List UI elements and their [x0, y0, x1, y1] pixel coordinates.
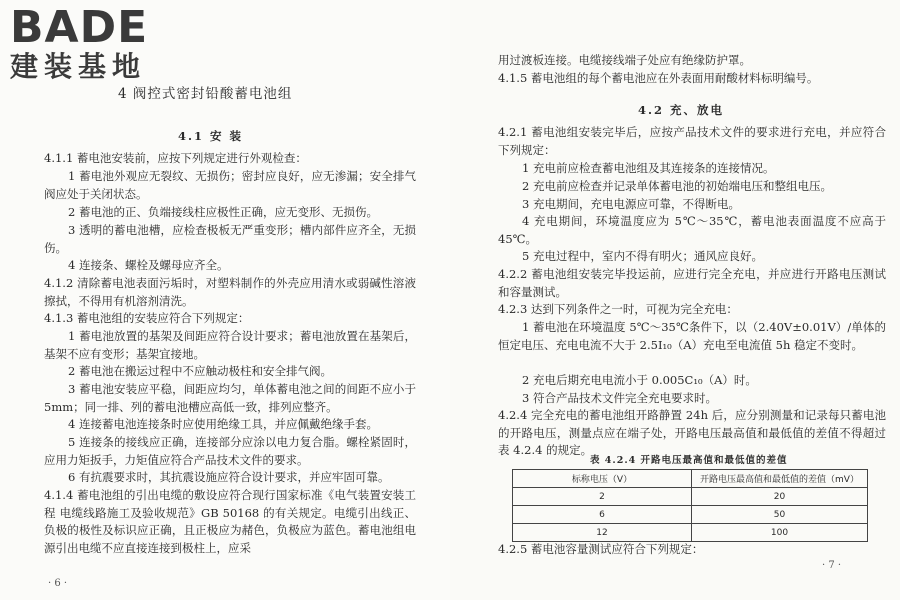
- table-header: 标称电压（V）: [513, 470, 692, 488]
- voltage-difference-table: [512, 469, 868, 542]
- page-number-right: · 7 ·: [822, 560, 842, 571]
- chapter-title: 4 阀控式密封铅酸蓄电池组: [118, 86, 293, 102]
- table-cell: 100: [692, 524, 868, 542]
- item: 6 有抗震要求时，其抗震设施应符合设计要求，并应牢固可靠。: [68, 470, 390, 484]
- item: 2 充电前应检查并记录单体蓄电池的初始端电压和整组电压。: [522, 179, 832, 193]
- clause-4-2-4: 4.2.4 完全充电的蓄电池组开路静置 24h 后，应分别测量和记录每只蓄电池的开路电压，测量点应在端子处，开路电压最高值和最低值的差值不得超过表 4.2.4 的规定。: [498, 408, 886, 458]
- table-row: [513, 488, 868, 506]
- item: 5 充电过程中，室内不得有明火；通风应良好。: [522, 249, 763, 263]
- right-page: [450, 0, 900, 600]
- item: 3 充电期间，充电电源应可靠，不得断电。: [522, 197, 740, 211]
- table-cell: 50: [692, 506, 868, 524]
- item: 3 符合产品技术文件完全充电要求时。: [522, 391, 717, 405]
- clause-4-2-1: 4.2.1 蓄电池组安装完毕后，应按产品技术文件的要求进行充电，并应符合下列规定：: [498, 125, 886, 157]
- item: 2 蓄电池在搬运过程中不应触动极柱和安全排气阀。: [68, 364, 332, 378]
- clause-4-1-4: 4.1.4 蓄电池组的引出电缆的敷设应符合现行国家标准《电气装置安装工程 电缆线路施工及验收规范》GB 50168 的有关规定。电缆引出线正、负极的极性及标识应正确，且正极应为赭色，负极应为蓝色。蓄电池组电源引出电缆不应直接连接到极柱上，应采: [44, 488, 416, 555]
- item: 2 充电后期充电电流小于 0.005C₁₀（A）时。: [522, 373, 757, 387]
- table-cell: 6: [513, 506, 692, 524]
- item: 3 透明的蓄电池槽，应检查极板无严重变形；槽内部件应齐全，无损伤。: [44, 223, 416, 255]
- item: 4 连接蓄电池连接条时应使用绝缘工具，并应佩戴绝缘手套。: [68, 417, 378, 431]
- table-header: 开路电压最高值和最低值的差值（mV）: [692, 470, 868, 488]
- clause-4-1-2: 4.1.2 清除蓄电池表面污垢时，对塑料制作的外壳应用清水或弱碱性溶液擦拭，不得用有机溶剂清洗。: [44, 276, 416, 308]
- clause-4-2-3: 4.2.3 达到下列条件之一时，可视为完全充电：: [498, 302, 738, 316]
- continued-text: 用过渡板连接。电缆接线端子处应有绝缘防护罩。: [498, 53, 751, 67]
- logo-sub: 建装基地: [10, 50, 147, 83]
- table-cell: 2: [513, 488, 692, 506]
- logo-main: BADE: [10, 2, 149, 53]
- item: 1 充电前应检查蓄电池组及其连接条的连接情况。: [522, 161, 775, 175]
- item: 5 连接条的接线应正确，连接部分应涂以电力复合脂。螺栓紧固时，应用力矩扳手，力矩值应符合产品技术文件的要求。: [44, 435, 416, 467]
- table-caption: 表 4.2.4 开路电压最高值和最低值的差值: [590, 455, 788, 466]
- item: 4 充电期间，环境温度应为 5℃～35℃，蓄电池表面温度不应高于 45℃。: [498, 214, 886, 246]
- table-cell: 20: [692, 488, 868, 506]
- item: 2 蓄电池的正、负端接线柱应极性正确，应无变形、无损伤。: [68, 205, 378, 219]
- clause-4-1-3: 4.1.3 蓄电池组的安装应符合下列规定：: [44, 311, 250, 325]
- table-row: [513, 524, 868, 542]
- item: 1 蓄电池外观应无裂纹、无损伤；密封应良好，应无渗漏；安全排气阀应处于关闭状态。: [44, 169, 416, 201]
- logo: [10, 2, 170, 83]
- clause-4-1-1: 4.1.1 蓄电池安装前，应按下列规定进行外观检查：: [44, 151, 307, 165]
- table-cell: 12: [513, 524, 692, 542]
- item: 1 蓄电池在环境温度 5℃～35℃条件下，以（2.40V±0.01V）/单体的恒定电压、充电电流不大于 2.5I₁₀（A）充电至电流值 5h 稳定不变时。: [498, 320, 886, 352]
- table-row: [513, 506, 868, 524]
- clause-4-2-2: 4.2.2 蓄电池组安装完毕投运前，应进行完全充电，并应进行开路电压测试和容量测试。: [498, 267, 886, 299]
- item: 4 连接条、螺栓及螺母应齐全。: [68, 258, 229, 272]
- item: 1 蓄电池放置的基架及间距应符合设计要求；蓄电池放置在基架后，基架不应有变形；基架宜接地。: [44, 329, 416, 361]
- section-title-4-1: 4.1 安 装: [178, 129, 244, 143]
- section-title-4-2: 4.2 充、放电: [638, 103, 725, 117]
- page-number-left: · 6 ·: [48, 578, 68, 589]
- table-header-row: [513, 470, 868, 488]
- clause-4-2-5: 4.2.5 蓄电池容量测试应符合下列规定：: [498, 542, 704, 556]
- clause-4-1-5: 4.1.5 蓄电池组的每个蓄电池应在外表面用耐酸材料标明编号。: [498, 71, 819, 85]
- item: 3 蓄电池安装应平稳，间距应均匀，单体蓄电池之间的间距不应小于5mm；同一排、列的蓄电池槽应高低一致，排列应整齐。: [44, 382, 416, 414]
